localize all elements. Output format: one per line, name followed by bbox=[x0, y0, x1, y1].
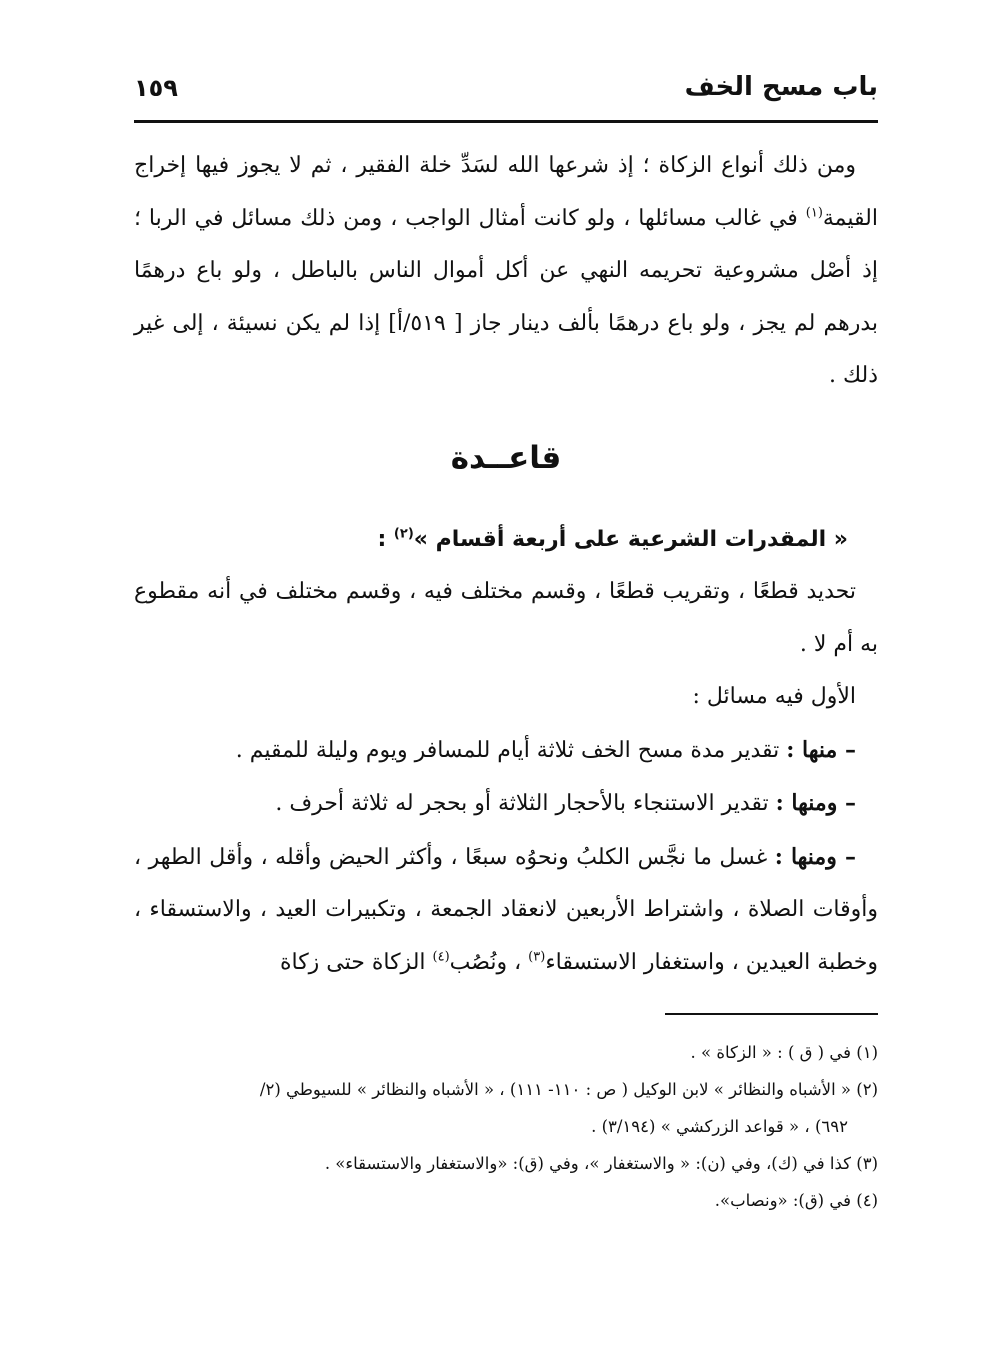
list-item-text: ، ونُصُب bbox=[449, 949, 529, 975]
intro-text: ومن ذلك أنواع الزكاة ؛ إذ شرعها الله لسَدِّ خلة الفقير ، ثم لا يجوز فيها إخراج القيمة bbox=[134, 153, 878, 231]
footnote-ref-2: (٢) bbox=[393, 526, 414, 542]
rule-colon: : bbox=[377, 527, 394, 552]
footnote-ref-3: (٣) bbox=[528, 949, 546, 965]
list-item bbox=[134, 831, 878, 990]
first-category-intro: الأول فيه مسائل : bbox=[692, 684, 856, 709]
header-divider bbox=[134, 120, 878, 123]
list-item-text: غسل ما نجَّس الكلبُ ونحوُه سبعًا ، وأكثر الحيض وأقله ، وأقل الطهر ، وأوقات الصلاة ، واشتراط الأربعين لانعقاد الجمعة ، وتكبيرات العيد ، والاستسقاء ، وخطبة العيدين ، واستغفار الاستسقاء bbox=[134, 844, 878, 975]
footnote-1: (١) في ( ق ) : « الزكاة » . bbox=[690, 1043, 878, 1062]
footnote-ref-1: (١) bbox=[805, 205, 823, 221]
chapter-title: باب مسح الخف bbox=[684, 72, 878, 102]
footnote-4: (٤) في (ق): «ونصاب». bbox=[714, 1191, 878, 1210]
list-item-text: تقدير مدة مسح الخف ثلاثة أيام للمسافر ويوم وليلة للمقيم . bbox=[235, 737, 787, 763]
intro-text-continued: في غالب مسائلها ، ولو كانت أمثال الواجب ، ومن ذلك مسائل في الربا ؛ إذ أصْل مشروعية تحريمه النهي عن أكل أموال الناس بالباطل ، ولو باع درهمًا بدرهم لم يجز ، ولو باع درهمًا بألف دينار جاز [ ٥١٩/أ] إذا لم يكن نسيئة ، إلى غير ذلك . bbox=[134, 205, 878, 388]
list-item-text: تقدير الاستنجاء بالأحجار الثلاثة أو بحجر له ثلاثة أحرف . bbox=[275, 791, 776, 816]
footnote-divider bbox=[665, 1013, 878, 1015]
rule-statement bbox=[134, 520, 878, 560]
footnote-2-continued: ٦٩٢) ، « قواعد الزركشي » (٣/١٩٤) . bbox=[591, 1117, 848, 1136]
list-item bbox=[134, 777, 878, 831]
intro-paragraph bbox=[134, 140, 878, 403]
section-heading: قاعــدة bbox=[450, 440, 562, 476]
footnote-ref-4: (٤) bbox=[432, 949, 450, 965]
page-number: ١٥٩ bbox=[134, 74, 178, 102]
list-item-prefix: – منها : bbox=[786, 736, 856, 763]
list-item-text: الزكاة حتى زكاة bbox=[279, 949, 433, 975]
page-header bbox=[134, 68, 878, 116]
list-item bbox=[134, 724, 878, 778]
footnotes bbox=[134, 1034, 878, 1219]
rule-text: « المقدرات الشرعية على أربعة أقسام » bbox=[413, 527, 848, 552]
list-item-prefix: – ومنها : bbox=[774, 843, 856, 870]
categories-paragraph: تحديد قطعًا ، وتقريب قطعًا ، وقسم مختلف فيه ، وقسم مختلف في أنه مقطوع به أم لا . bbox=[134, 579, 878, 657]
list-item-prefix: – ومنها : bbox=[775, 790, 856, 816]
footnote-2: (٢) « الأشباه والنظائر » لابن الوكيل ( ص : ١١٠- ١١١) ، « الأشباه والنظائر » للسيوطي (٢/ bbox=[259, 1080, 878, 1099]
main-text bbox=[134, 566, 878, 989]
footnote-3: (٣) كذا في (ك)، وفي (ن): « والاستغفار »، وفي (ق): «والاستغفار والاستسقاء» . bbox=[324, 1154, 878, 1173]
